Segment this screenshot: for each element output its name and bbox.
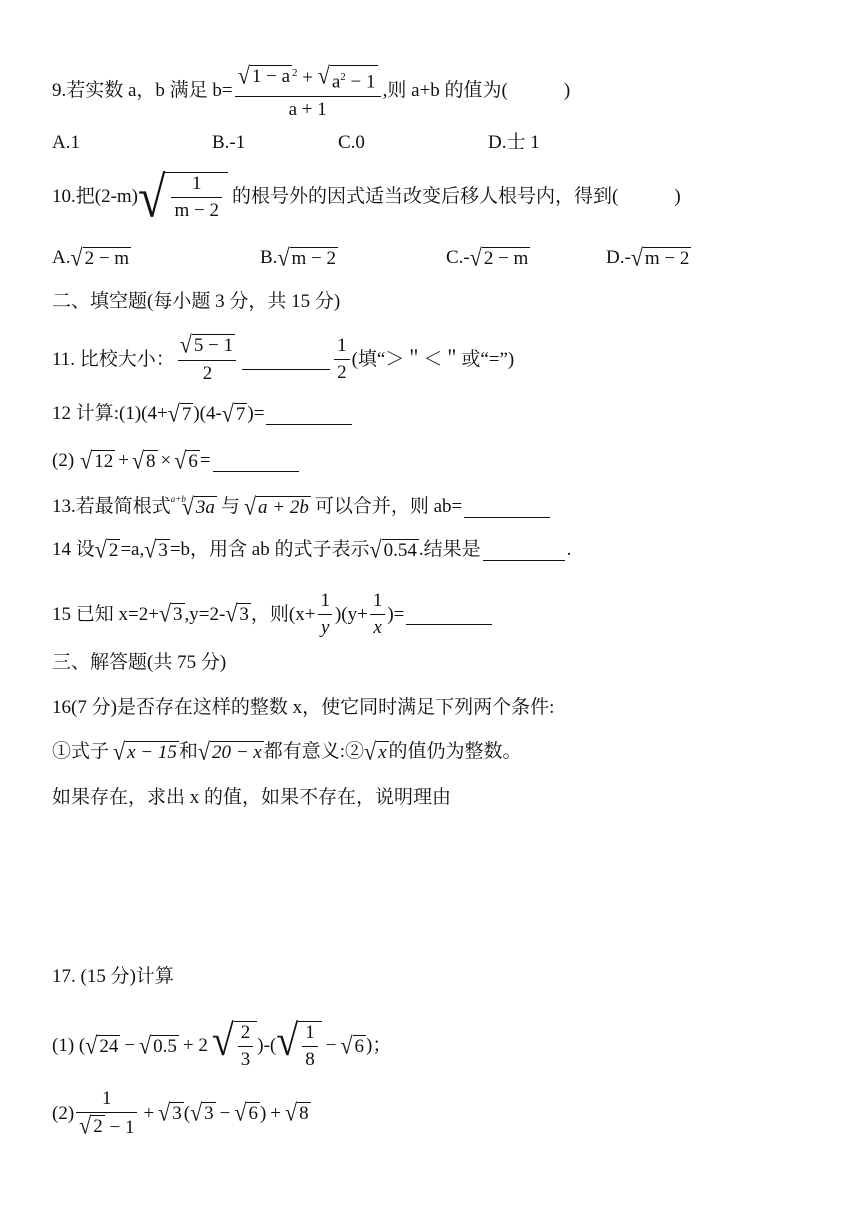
q14-end: .: [566, 539, 572, 560]
q9-rad2: a: [331, 71, 341, 93]
q17-p2-rad3: 6: [248, 1103, 258, 1124]
q11-answer-blank[interactable]: [242, 349, 330, 370]
q17-p1-minus2: −: [325, 1035, 337, 1056]
q14-answer-blank[interactable]: [483, 540, 565, 561]
q12a-rad2: 7: [235, 403, 246, 425]
q14-line: 14 设 √ 2 =a, √ 3 =b，用含 ab 的式子表示 √ 0.54 .结果是 .: [52, 535, 572, 563]
q10-line: [52, 164, 681, 230]
q10-opt-a-rad: 2 − m: [84, 247, 130, 269]
q10-opt-b-label: B.: [260, 247, 278, 268]
q13-rad2: a + 2b: [258, 496, 309, 518]
q16-line3: 如果存在，求出 x 的值，如果不存在，说明理由: [52, 787, 452, 808]
q10-close: ): [674, 186, 681, 207]
q11-frac-left: √ 5 − 1 2: [177, 334, 238, 385]
q17-p1-rad1: 24: [99, 1035, 119, 1057]
q13-rad1: 3a: [195, 496, 215, 518]
q12-part2-line: (2) √ 12 + √ 8 × √ 6 =: [52, 449, 301, 473]
q15-line: 15 已知 x=2+ √ 3 ,y=2- √ 3 ，则(x+ $\frac{1}{y}$ )(y+ $\frac{1}{x}$ )=: [52, 590, 494, 639]
q12a-tail: )=: [247, 403, 265, 424]
q12a-rad1: 7: [181, 403, 192, 425]
q15-lead: 15 已知 x=2+: [52, 603, 159, 625]
q10-option-d: D.- √ m − 2: [606, 243, 690, 271]
q15-tail: )=: [387, 603, 405, 625]
q15-frac1: [317, 590, 333, 639]
q12-part1-line: 12 计算:(1)(4+ √ 7 )(4- √ 7 )=: [52, 402, 354, 426]
q9-fraction: √ 1 − a $^2$ + √ $a^2 - 1$ a + 1: [235, 62, 381, 121]
q15-d1: y: [318, 614, 332, 639]
q14-tail: .结果是: [418, 539, 481, 560]
q17-p2-rad1: 3: [172, 1103, 182, 1124]
q17-p2-minus: −: [219, 1102, 231, 1124]
q14-rad3: 0.54: [383, 539, 417, 561]
q9-rad2-tail: − 1: [345, 71, 376, 93]
q15-m3: )(y+: [334, 603, 368, 625]
q14-lead: 14 设: [52, 539, 95, 560]
q9-option-d: D.士 1: [488, 132, 540, 153]
q17-p1-fn: 2: [240, 1022, 251, 1043]
section-2-heading: 二、填空题(每小题 3 分，共 15 分): [52, 291, 341, 312]
q16-l2c: 都有意义:②: [263, 741, 364, 762]
q13-mid: 与: [220, 496, 240, 517]
q12a-answer-blank[interactable]: [266, 404, 352, 425]
q10-opt-a-label: A.: [52, 247, 71, 268]
q10-num: 1: [191, 173, 202, 194]
q17-part1: (1) ( √ 24 − √ 0.5 + 2 √ $\frac{2}{3}$ )-( √ $\frac{1}{8}$ − √ 6 )；: [52, 1015, 392, 1070]
q13-tail: 可以合并，则 ab=: [314, 496, 463, 517]
q9-close: ): [563, 80, 571, 102]
q16-rad3: x: [378, 741, 387, 763]
q10-opt-d-label: D.-: [606, 247, 631, 268]
q9-line: [52, 62, 570, 121]
q12b-rad3: 6: [188, 450, 198, 472]
q15-frac2: [370, 590, 386, 639]
q15-rad1: 3: [173, 604, 183, 625]
q11-lead: 11. 比校大小：: [52, 348, 175, 370]
q12a-mid: )(4-: [193, 403, 222, 424]
q17-p2-rad4: 8: [299, 1103, 309, 1124]
q12b-plus: +: [118, 450, 129, 471]
q17-p1-rad2: 0.5: [153, 1035, 177, 1057]
q13-root-index: a+b: [170, 494, 186, 504]
q10-option-a: A. √ 2 − m: [52, 243, 130, 271]
q17-p2-rad2: 3: [204, 1103, 214, 1124]
q12b-times: ×: [160, 450, 172, 471]
q9-lead: 9.若实数 a，b 满足 b=: [52, 80, 233, 102]
q15-d2: x: [370, 614, 384, 639]
q10-opt-b-rad: m − 2: [291, 247, 337, 269]
q16-line1: 16(7 分)是否存在这样的整数 x，使它同时满足下列两个条件:: [52, 697, 555, 718]
q11-num2: 1: [337, 335, 347, 356]
q17-p1-gd: 8: [302, 1046, 318, 1071]
q16-rad2: 20 − x: [211, 741, 262, 763]
q17-p2-plus2: +: [270, 1102, 281, 1124]
q11-num: 5 − 1: [193, 335, 234, 356]
q14-rad1: 2: [108, 539, 119, 561]
q17-p1-lead: (1) (: [52, 1035, 86, 1056]
q17-p1-rad3: 6: [354, 1035, 365, 1057]
q17-part2: (2) 1 √ 2 − 1 + √ 3 ( √ 3 − √ 6 ) + √ 8: [52, 1088, 309, 1140]
q12b-tail: =: [199, 450, 211, 471]
q15-answer-blank[interactable]: [406, 604, 492, 625]
q16-l2a: ①式子: [52, 741, 110, 762]
q15-n2: 1: [372, 590, 383, 611]
q17-p1-gn: 1: [305, 1022, 315, 1043]
q12b-rad1: 12: [94, 450, 114, 472]
q17-p2-lead: (2): [52, 1102, 75, 1124]
q11-line: [52, 330, 515, 385]
q10-option-b: B. √ m − 2: [260, 243, 337, 271]
q17-p1-plus: + 2: [182, 1035, 208, 1056]
q13-lead: 13.若最简根式: [52, 496, 171, 517]
q17-p2-den-rad: 2: [93, 1116, 103, 1137]
q17-p2-den: √ 2 − 1: [76, 1112, 137, 1139]
q9-rad1: 1 − a: [251, 66, 291, 88]
q17-p1-rad-frac1: √ $\frac{2}{3}$: [212, 1021, 257, 1071]
q9-plus: +: [302, 67, 314, 89]
q17-p2-open: (: [183, 1102, 191, 1124]
q13-answer-blank[interactable]: [464, 497, 550, 518]
q17-p2-frac: [76, 1088, 137, 1139]
q10-tail: 的根号外的因式适当改变后移人根号内，得到(: [231, 186, 619, 207]
q16-line2: ①式子 √ x − 15 和 √ 20 − x 都有意义:② √ x 的值仍为整数。: [52, 737, 522, 765]
q9-option-a: A.1: [52, 132, 80, 153]
q15-m2: ，则(x+: [250, 603, 316, 625]
q16-l2d: 的值仍为整数。: [388, 741, 522, 762]
q11-frac-right: [334, 335, 350, 384]
q10-opt-c-rad: 2 − m: [483, 247, 529, 269]
q9-den: a + 1: [235, 96, 381, 121]
q9-option-c: C.0: [338, 132, 365, 153]
q12b-rad2: 8: [146, 450, 156, 472]
q11-tail: (填“＞＂＜＂或“=”): [351, 348, 515, 370]
q17-title: 17. (15 分)计算: [52, 966, 174, 987]
q14-rad2: 3: [158, 539, 168, 561]
q17-p1-rad-frac2: √ $\frac{1}{8}$: [276, 1021, 321, 1071]
q15-m1: ,y=2-: [184, 603, 226, 625]
q12b-lead: (2): [52, 450, 75, 471]
q10-option-c: C.- √ 2 − m: [446, 243, 529, 271]
q9-tail: ,则 a+b 的值为(: [382, 80, 508, 102]
q12b-answer-blank[interactable]: [213, 451, 299, 472]
q17-p1-tail: )；: [366, 1035, 392, 1056]
q9-option-b: B.-1: [212, 132, 246, 153]
q10-den: m − 2: [171, 197, 222, 222]
q15-rad2: 3: [239, 604, 249, 625]
q11-den2: 2: [334, 359, 350, 384]
q10-opt-c-label: C.-: [446, 247, 470, 268]
q13-line: 13.若最简根式 a+b √ 3a 与 √ a + 2b 可以合并，则 ab=: [52, 495, 552, 519]
q16-rad1: x − 15: [127, 741, 177, 763]
q16-l2b: 和: [178, 741, 198, 762]
q10-radical: √ $\frac{1}{m - 2}$: [138, 172, 228, 222]
q17-p1-minus: −: [124, 1035, 136, 1056]
q17-p2-close: ): [259, 1102, 267, 1124]
q11-den: 2: [178, 360, 236, 385]
q17-p1-fd: 3: [238, 1046, 254, 1071]
q17-p1-mid: )-(: [257, 1035, 277, 1056]
q15-n1: 1: [320, 590, 330, 611]
q10-lead: 10.把(2-m): [52, 186, 139, 207]
q14-m2: =b，用含 ab 的式子表示: [169, 539, 370, 560]
q17-p2-plus: +: [143, 1102, 155, 1124]
q12a-lead: 12 计算:(1)(4+: [52, 403, 168, 424]
q17-p2-num: 1: [102, 1088, 112, 1109]
q14-m1: =a,: [120, 539, 145, 560]
section-3-heading: 三、解答题(共 75 分): [52, 652, 227, 673]
q10-opt-d-rad: m − 2: [644, 247, 690, 269]
q17-p2-den-tail: − 1: [104, 1117, 135, 1138]
